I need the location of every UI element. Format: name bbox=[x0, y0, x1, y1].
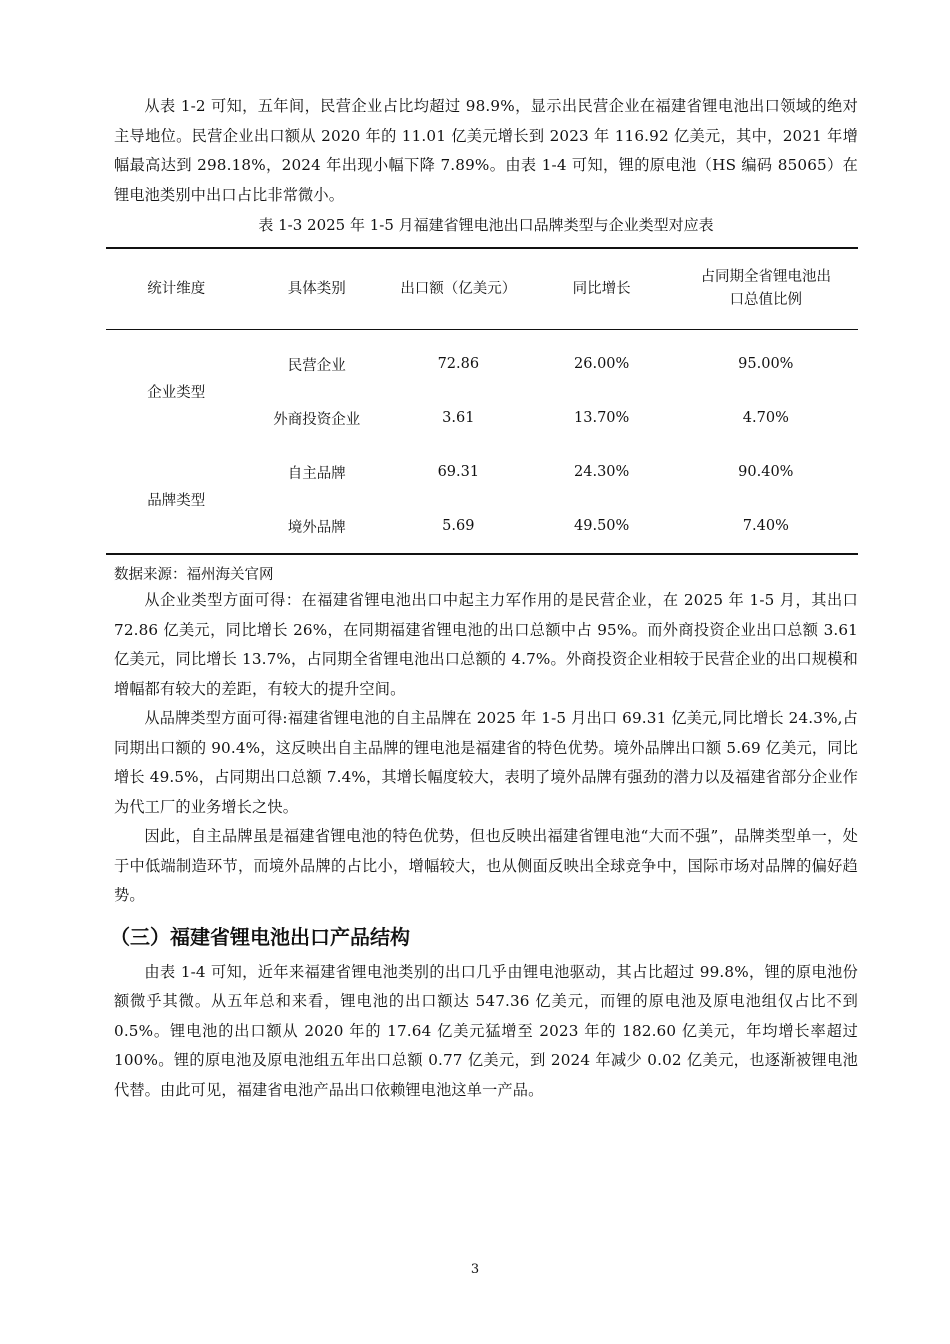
header-export: 出口额（亿美元） bbox=[387, 248, 530, 330]
cell-share: 95.00% bbox=[738, 356, 794, 372]
cell-category: 自主品牌 bbox=[287, 465, 346, 482]
cell-category: 境外品牌 bbox=[246, 499, 386, 554]
header-dimension: 统计维度 bbox=[106, 248, 246, 330]
table-source: 数据来源：福州海关官网 bbox=[114, 567, 274, 583]
export-table bbox=[106, 247, 858, 555]
table-header-row bbox=[106, 248, 858, 330]
cell-share: 4.70% bbox=[742, 410, 789, 426]
cell-growth: 24.30% bbox=[574, 464, 630, 480]
header-growth: 同比增长 bbox=[530, 248, 674, 330]
page-number: 3 bbox=[470, 1262, 480, 1277]
table-row bbox=[106, 445, 858, 499]
paragraph-intro: 从表 1-2 可知，五年间，民营企业占比均超过 98.9%，显示出民营企业在福建省锂电池出口领域的绝对主导地位。民营企业出口额从 2020 年的 11.01 亿美元增长到 2023 年 116.92 亿美元，其中，2021 年增幅最高达到 298.18%，2024 年出现小幅下降 7.89%。由表 1-4 可知，锂的原电池（HS 编码 85065）在锂电池类别中出口占比非常微小。 bbox=[114, 97, 858, 204]
paragraph-conclusion: 因此，自主品牌虽是福建省锂电池的特色优势，但也反映出福建省锂电池“大而不强”，品牌类型单一，处于中低端制造环节，而境外品牌的占比小，增幅较大，也从侧面反映出全球竞争中，国际市场对品牌的偏好趋势。 bbox=[114, 827, 858, 904]
cell-category: 外商投资企业 bbox=[273, 411, 361, 428]
cell-share: 90.40% bbox=[738, 464, 794, 480]
cell-share: 7.40% bbox=[674, 499, 858, 554]
header-category: 具体类别 bbox=[246, 248, 386, 330]
cell-dimension: 企业类型 bbox=[147, 384, 206, 401]
document-page bbox=[110, 92, 858, 1105]
cell-growth: 49.50% bbox=[530, 499, 674, 554]
cell-export: 3.61 bbox=[442, 410, 475, 426]
cell-category: 民营企业 bbox=[287, 357, 346, 374]
cell-growth: 13.70% bbox=[574, 410, 630, 426]
paragraph-brand-type: 从品牌类型方面可得:福建省锂电池的自主品牌在 2025 年 1-5 月出口 69.31 亿美元,同比增长 24.3%,占同期出口额的 90.4%，这反映出自主品牌的锂电池是福建省的特色优势。境外品牌出口额 5.69 亿美元，同比增长 49.5%，占同期出口总额 7.4%，其增长幅度较大，表明了境外品牌有强劲的潜力以及福建省部分企业作为代工厂的业务增长之快。 bbox=[114, 709, 858, 816]
paragraph-product-structure: 由表 1-4 可知，近年来福建省锂电池类别的出口几乎由锂电池驱动，其占比超过 99.8%，锂的原电池份额微乎其微。从五年总和来看，锂电池的出口额达 547.36 亿美元，而锂的原电池及原电池组仅占比不到 0.5%。锂电池的出口额从 2020 年的 17.64 亿美元猛增至 2023 年的 182.60 亿美元，年均增长率超过 100%。锂的原电池及原电池组五年出口总额 0.77 亿美元，到 2024 年减少 0.02 亿美元，也逐渐被锂电池代替。由此可见，福建省电池产品出口依赖锂电池这单一产品。 bbox=[114, 962, 858, 1099]
cell-export: 72.86 bbox=[437, 356, 480, 372]
cell-export: 69.31 bbox=[437, 464, 480, 480]
table-row bbox=[106, 330, 858, 392]
paragraph-enterprise-type: 从企业类型方面可得：在福建省锂电池出口中起主力军作用的是民营企业，在 2025 年 1-5 月，其出口 72.86 亿美元，同比增长 26%，在同期福建省锂电池的出口总额中占 95%。而外商投资企业出口总额 3.61 亿美元，同比增长 13.7%，占同期全省锂电池出口总额的 4.7%。外商投资企业相较于民营企业的出口规模和增幅都有较大的差距，有较大的提升空间。 bbox=[114, 591, 858, 698]
cell-export: 5.69 bbox=[387, 499, 530, 554]
header-share: 占同期全省锂电池出口总值比例 bbox=[674, 248, 858, 330]
section-heading: （三）福建省锂电池出口产品结构 bbox=[110, 924, 410, 949]
cell-growth: 26.00% bbox=[574, 356, 630, 372]
table-caption: 表 1-3 2025 年 1-5 月福建省锂电池出口品牌类型与企业类型对应表 bbox=[258, 216, 714, 234]
cell-dimension: 品牌类型 bbox=[106, 445, 246, 554]
